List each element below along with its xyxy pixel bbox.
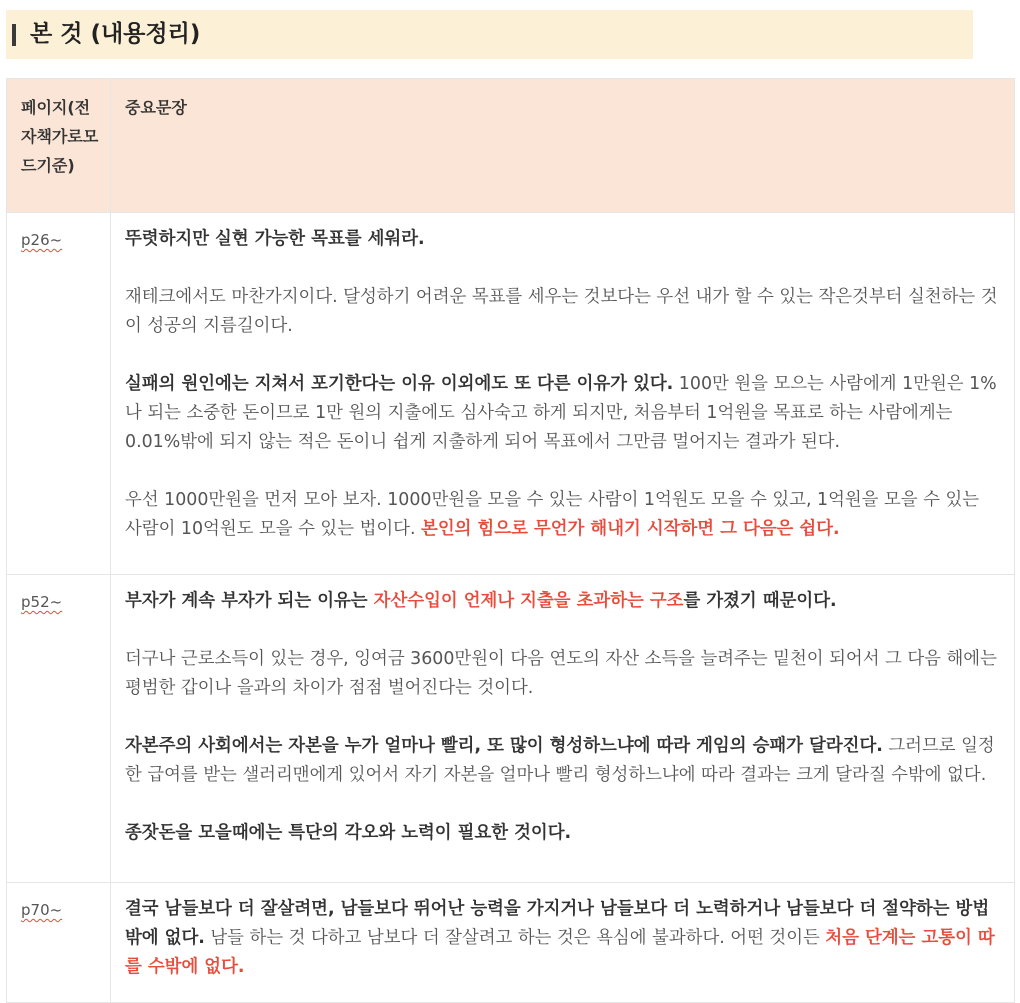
bold-text: 종잣돈을 모을때에는 특단의 각오와 노력이 필요한 것이다. (125, 823, 572, 843)
sentence-paragraph (125, 819, 1000, 848)
page-ref-cell (7, 213, 111, 575)
page-ref: p70~ (21, 901, 63, 919)
header-sentence-column: 중요문장 (111, 79, 1015, 213)
table-row (7, 213, 1015, 575)
heading-accent-bar (12, 24, 16, 46)
page-ref: p52~ (21, 593, 63, 611)
body-text: 남들 하는 것 다하고 남보다 더 잘살려고 하는 것은 욕심에 불과하다. 어떤 것이든 (204, 928, 826, 948)
bold-text: 자본주의 사회에서는 자본을 누가 얼마나 빨리, 또 많이 형성하느냐에 따라 게임의 승패가 달라진다. (125, 736, 883, 756)
section-heading: 본 것 (내용정리) (30, 21, 201, 47)
bold-text: 부자가 계속 부자가 되는 이유는 (125, 591, 374, 611)
sentence-paragraph (125, 283, 1000, 341)
sentence-paragraph (125, 370, 1000, 457)
highlight-text: 자산수입이 언제나 지출을 초과하는 구조 (373, 591, 684, 611)
notes-table (6, 78, 1015, 1003)
sentence-paragraph (125, 645, 1000, 703)
sentence-paragraph (125, 225, 1000, 254)
body-text: 재테크에서도 마찬가지이다. 달성하기 어려운 목표를 세우는 것보다는 우선 내가 할 수 있는 작은것부터 실천하는 것이 성공의 지름길이다. (125, 287, 998, 336)
table-header-row (7, 79, 1015, 213)
body-text: 우선 1000만원을 먼저 모아 보자. 1000만원을 모을 수 있는 사람이 1억원도 모을 수 있고, 1억원을 모을 수 있는 사람이 10억원도 모을 수 있는 법이다. (125, 490, 980, 539)
highlight-text: 처음 단계는 고통이 따를 수밖에 없다. (125, 928, 995, 977)
page-ref-cell (7, 883, 111, 1003)
bold-text: 뚜렷하지만 실현 가능한 목표를 세워라. (125, 229, 425, 249)
bold-text: 결국 남들보다 더 잘살려면, 남들보다 뛰어난 능력을 가지거나 남들보다 더 노력하거나 남들보다 더 절약하는 방법밖에 없다. (125, 899, 990, 948)
body-text: 더구나 근로소득이 있는 경우, 잉여금 3600만원이 다음 연도의 자산 소득을 늘려주는 밑천이 되어서 그 다음 해에는 평범한 갑이나 을과의 차이가 점점 벌어진다는 것이다. (125, 649, 997, 698)
sentence-paragraph (125, 895, 1000, 982)
body-text: 100만 원을 모으는 사람에게 1만원은 1%나 되는 소중한 돈이므로 1만 원의 지출에도 심사숙고 하게 되지만, 처음부터 1억원을 목표로 하는 사람에게는 0.01%밖에 되지 않는 적은 돈이니 쉽게 지출하게 되어 목표에서 그만큼 멀어지는 결과가 된다. (125, 374, 997, 452)
sentence-cell (111, 883, 1015, 1003)
sentence-cell (111, 575, 1015, 883)
sentence-paragraph (125, 732, 1000, 790)
section-heading-bar (6, 10, 973, 59)
header-page-column: 페이지(전자책가로모드기준) (7, 79, 111, 213)
bold-text: 실패의 원인에는 지쳐서 포기한다는 이유 이외에도 또 다른 이유가 있다. (125, 374, 674, 394)
sentence-paragraph (125, 587, 1000, 616)
bold-text: 를 가졌기 때문이다. (683, 591, 837, 611)
table-row (7, 883, 1015, 1003)
page-ref: p26~ (21, 231, 63, 249)
table-row (7, 575, 1015, 883)
sentence-paragraph (125, 486, 1000, 544)
sentence-cell (111, 213, 1015, 575)
body-text: 그러므로 일정한 급여를 받는 샐러리맨에게 있어서 자기 자본을 얼마나 빨리 형성하느냐에 따라 결과는 크게 달라질 수밖에 없다. (125, 736, 995, 785)
highlight-text: 본인의 힘으로 무언가 해내기 시작하면 그 다음은 쉽다. (421, 519, 840, 539)
page-ref-cell (7, 575, 111, 883)
